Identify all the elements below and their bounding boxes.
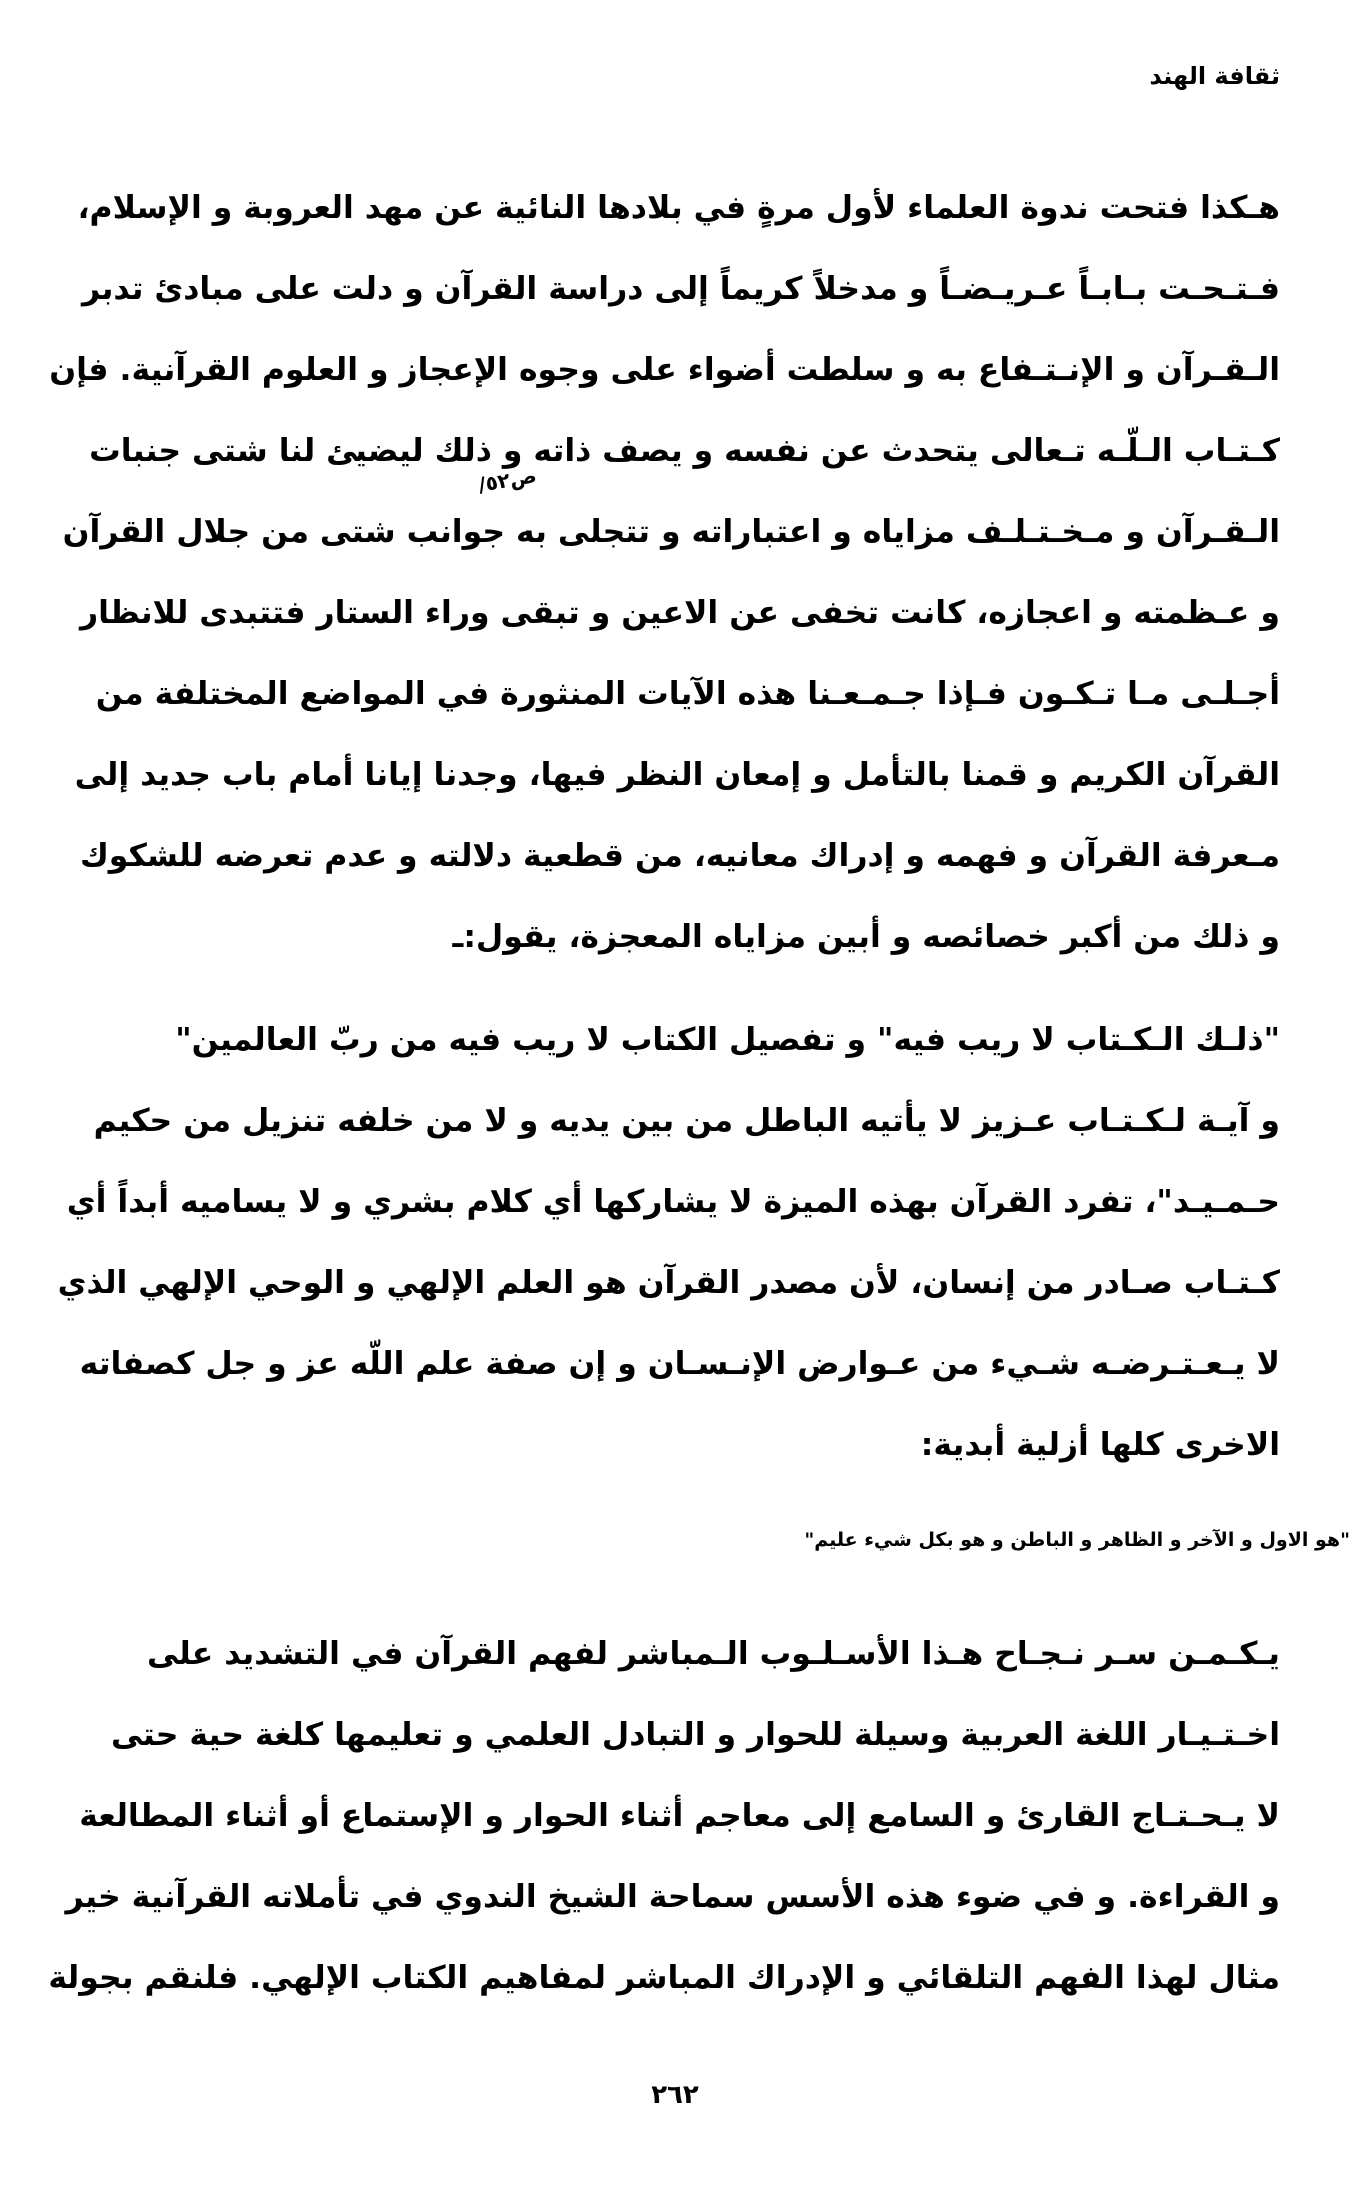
text-line: يـكـمـن سـر نـجـاح هـذا الأسـلـوب الـمباشر لفهم القرآن في التشديد على: [147, 1636, 1280, 1672]
text-line: لا يـعـتـرضـه شـيء من عـوارض الإنـسـان و إن صفة علم اللّه عز و جل كصفاته: [79, 1346, 1280, 1382]
text-line: أجـلـى مـا تـكـون فـإذا جـمـعـنا هذه الآيات المنثورة في المواضع المختلفة من: [95, 676, 1280, 712]
text-line: و عـظمته و اعجازه، كانت تخفى عن الاعين و تبقى وراء الستار فتتبدى للانظار: [80, 595, 1280, 631]
text-line: كـتـاب صـادر من إنسان، لأن مصدر القرآن هو العلم الإلهي و الوحي الإلهي الذي: [57, 1265, 1280, 1301]
handwritten-margin-mark: ص٥٢/: [476, 463, 539, 497]
text-line: و ذلك من أكبر خصائصه و أبين مزاياه المعجزة، يقول:ـ: [452, 919, 1280, 955]
text-line: كـتـاب الـلّـه تـعالى يتحدث عن نفسه و يصف ذاته و ذلك ليضيئ لنا شتى جنبات: [89, 433, 1280, 469]
text-line: فـتـحـت بـابـاً عـريـضـاً و مدخلاً كريماً إلى دراسة القرآن و دلت على مبادئ تدبر: [81, 271, 1280, 307]
page-number: ٢٦٢: [651, 2080, 699, 2110]
text-line: "ذلـك الـكـتاب لا ريب فيه" و تفصيل الكتاب لا ريب فيه من ربّ العالمين": [175, 1022, 1280, 1058]
text-line: مثال لهذا الفهم التلقائي و الإدراك المباشر لمفاهيم الكتاب الإلهي. فلنقم بجولة: [48, 1960, 1280, 1996]
text-line: القرآن الكريم و قمنا بالتأمل و إمعان النظر فيها، وجدنا إيانا أمام باب جديد إلى: [74, 757, 1280, 793]
paragraph-2: [57, 1000, 1280, 1486]
text-line: "هو الاول و الآخر و الظاهر و الباطن و هو بكل شيء عليم": [804, 1529, 1350, 1551]
text-line: اخـتـيـار اللغة العربية وسيلة للحوار و التبادل العلمي و تعليمها كلغة حية حتى: [111, 1717, 1280, 1753]
text-line: حـمـيـد"، تفرد القرآن بهذه الميزة لا يشاركها أي كلام بشري و لا يساميه أبداً أي: [66, 1184, 1280, 1220]
text-line: الاخرى كلها أزلية أبدية:: [920, 1427, 1280, 1463]
text-line: هـكذا فتحت ندوة العلماء لأول مرةٍ في بلادها النائية عن مهد العروبة و الإسلام،: [77, 190, 1280, 226]
paragraph-4: [48, 1614, 1280, 2019]
text-line: و القراءة. و في ضوء هذه الأسس سماحة الشيخ الندوي في تأملاته القرآنية خير: [65, 1879, 1280, 1915]
text-line: و آيـة لـكـتـاب عـزيز لا يأتيه الباطل من بين يديه و لا من خلفه تنزيل من حكيم: [93, 1103, 1280, 1139]
text-line: لا يـحـتـاج القارئ و السامع إلى معاجم أثناء الحوار و الإستماع أو أثناء المطالعة: [79, 1798, 1280, 1834]
paragraph-1: [49, 168, 1280, 978]
running-header: ثقافة الهند: [1149, 62, 1280, 90]
text-line: مـعرفة القرآن و فهمه و إدراك معانيه، من قطعية دلالته و عدم تعرضه للشكوك: [79, 838, 1280, 874]
quoted-verse: [0, 1520, 1350, 1560]
text-line: الـقـرآن و الإنـتـفاع به و سلطت أضواء على وجوه الإعجاز و العلوم القرآنية. فإن: [49, 352, 1280, 388]
text-line: الـقـرآن و مـخـتـلـف مزاياه و اعتباراته و تتجلى به جوانب شتى من جلال القرآن: [62, 514, 1280, 550]
